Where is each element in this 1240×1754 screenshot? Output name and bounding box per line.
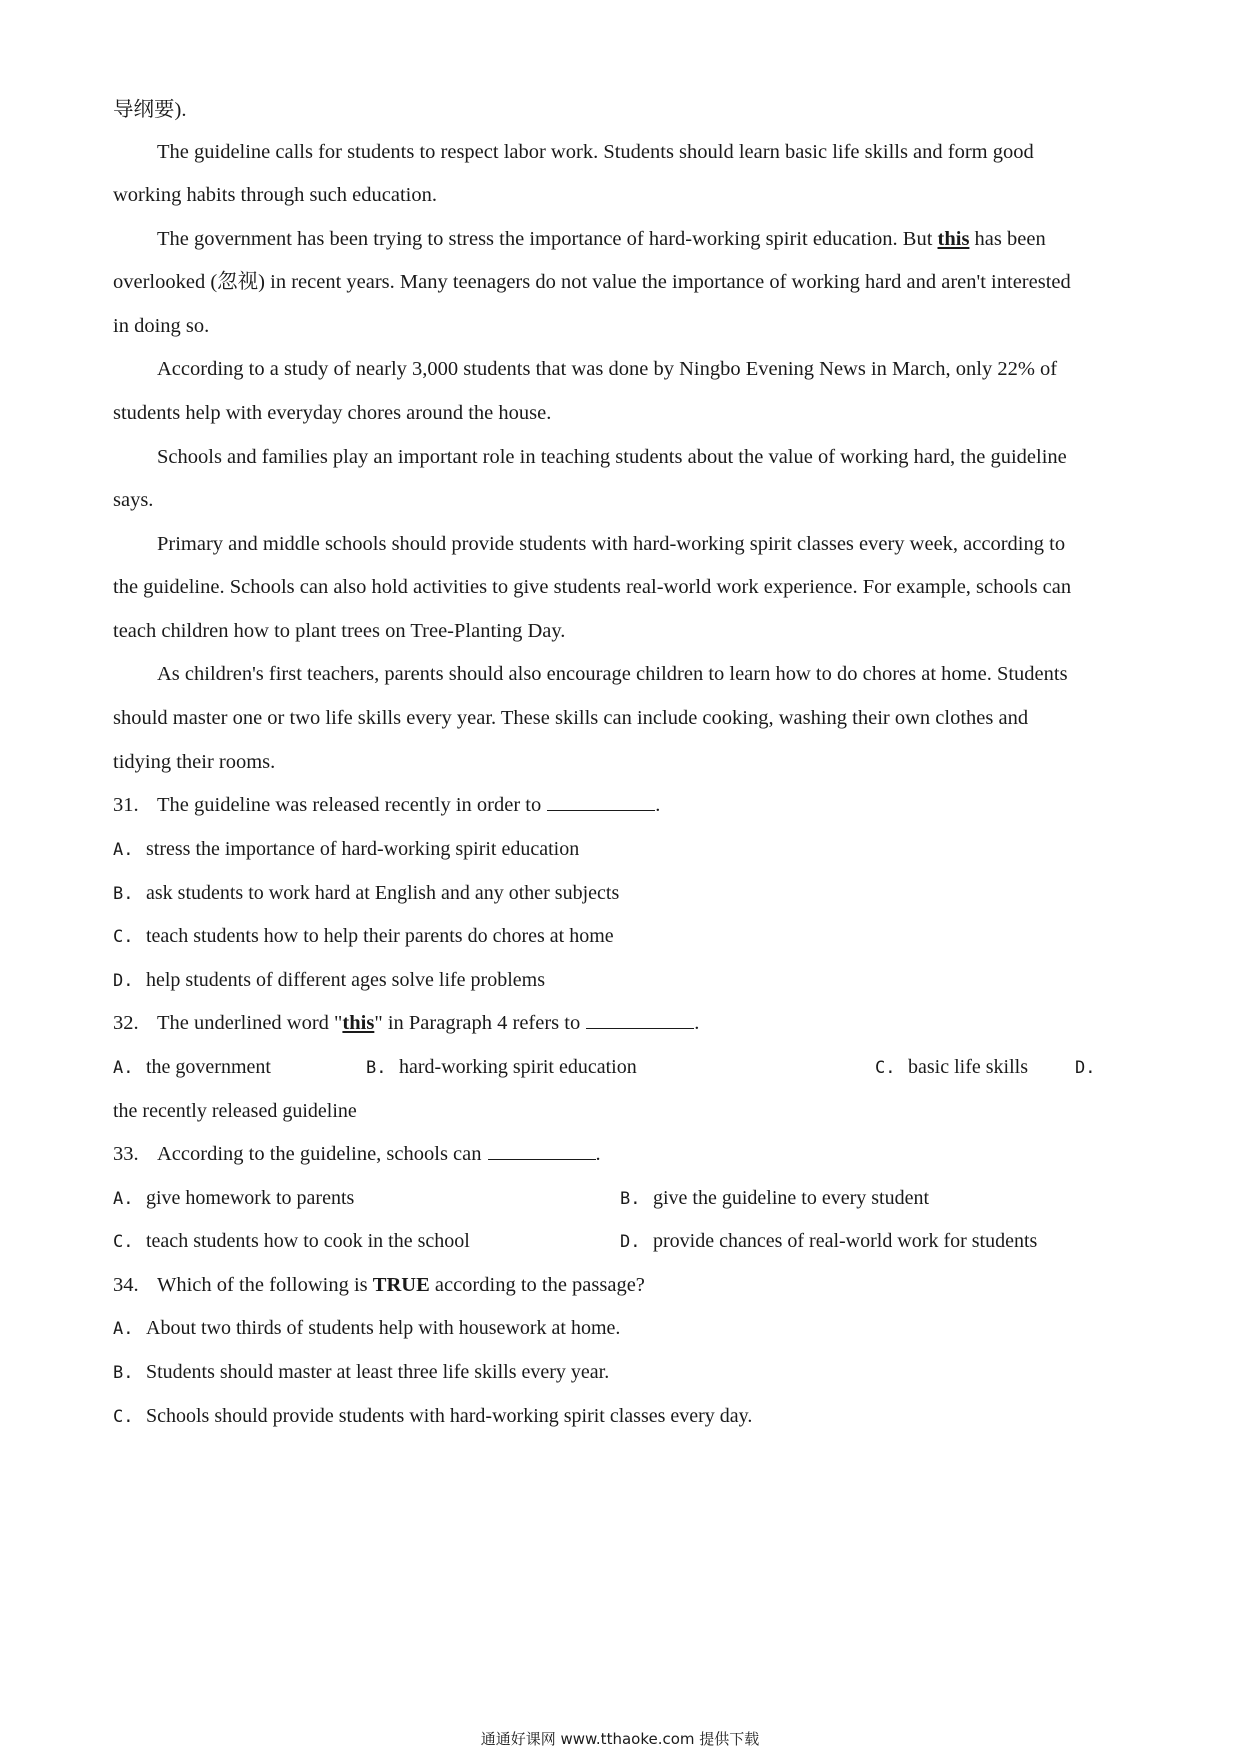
question-text: According to the guideline, schools can xyxy=(157,1143,482,1165)
question-number: 31. xyxy=(113,794,139,816)
passage-line: working habits through such education. xyxy=(113,184,437,206)
option-letter: C. xyxy=(113,1232,134,1252)
option-letter: A. xyxy=(113,1319,134,1339)
question-text: according to the passage? xyxy=(429,1274,645,1296)
passage-line: 导纲要). xyxy=(113,99,187,121)
passage-line: students help with everyday chores around the house. xyxy=(113,402,552,424)
passage-line: Primary and middle schools should provide students with hard-working spirit classes every week, according to xyxy=(157,533,1066,555)
passage-line: The guideline calls for students to respect labor work. Students should learn basic life skills and form good xyxy=(157,141,1034,163)
option-text: ask students to work hard at English and any other subjects xyxy=(146,882,620,904)
passage-text: The government has been trying to stress the importance of hard-working spirit education. But xyxy=(157,228,938,250)
option-text: the government xyxy=(146,1056,271,1078)
option-text: stress the importance of hard-working spirit education xyxy=(146,838,580,860)
passage-line: Schools and families play an important role in teaching students about the value of working hard, the guideline xyxy=(157,446,1067,468)
question-text: The guideline was released recently in order to xyxy=(157,794,542,816)
question-31-option-a xyxy=(113,835,579,864)
passage-line: teach children how to plant trees on Tree-Planting Day. xyxy=(113,620,566,642)
passage-text: has been xyxy=(969,228,1046,250)
question-end: . xyxy=(694,1012,700,1034)
emphasis-true: TRUE xyxy=(372,1274,430,1296)
option-text: About two thirds of students help with housework at home. xyxy=(146,1317,621,1339)
question-33-option-a xyxy=(113,1184,354,1213)
underlined-word-this: this xyxy=(937,228,970,250)
option-letter: B. xyxy=(366,1058,387,1078)
option-text: Students should master at least three life skills every year. xyxy=(146,1361,610,1383)
passage-line: According to a study of nearly 3,000 students that was done by Ningbo Evening News in March, only 22% of xyxy=(157,358,1058,380)
question-32-option-c xyxy=(875,1053,1028,1082)
option-letter: D. xyxy=(113,971,134,991)
question-33-option-b xyxy=(620,1184,929,1213)
passage-line xyxy=(157,225,1177,253)
option-text: give homework to parents xyxy=(146,1187,355,1209)
passage-line: says. xyxy=(113,489,154,511)
passage-line: tidying their rooms. xyxy=(113,751,276,773)
option-letter: A. xyxy=(113,1058,134,1078)
question-33-option-d xyxy=(620,1227,1037,1256)
option-letter: C. xyxy=(113,1407,134,1427)
question-end: . xyxy=(595,1143,601,1165)
question-34-option-a xyxy=(113,1314,620,1343)
question-32-option-b xyxy=(366,1053,637,1082)
question-number: 32. xyxy=(113,1012,139,1034)
question-31-option-d xyxy=(113,966,545,995)
passage-line: in doing so. xyxy=(113,315,210,337)
question-number: 34. xyxy=(113,1274,139,1296)
answer-blank xyxy=(586,1010,694,1029)
option-letter: D. xyxy=(1075,1058,1096,1078)
underlined-word-this: this xyxy=(342,1012,375,1034)
option-letter: A. xyxy=(113,840,134,860)
question-32-option-d-text: the recently released guideline xyxy=(113,1100,357,1122)
option-text: Schools should provide students with hard-working spirit classes every day. xyxy=(146,1405,753,1427)
question-33-stem xyxy=(113,1140,1133,1168)
passage-line: As children's first teachers, parents should also encourage children to learn how to do chores at home. Students xyxy=(157,663,1068,685)
question-32-stem xyxy=(113,1009,1133,1037)
passage-line: should master one or two life skills every year. These skills can include cooking, washing their own clothes and xyxy=(113,707,1029,729)
question-text: The underlined word " xyxy=(157,1012,343,1034)
option-letter: C. xyxy=(113,927,134,947)
question-31-option-c xyxy=(113,922,614,951)
answer-blank xyxy=(488,1141,596,1160)
question-number: 33. xyxy=(113,1143,139,1165)
question-34-option-b xyxy=(113,1358,609,1387)
option-letter: C. xyxy=(875,1058,896,1078)
option-text: teach students how to cook in the school xyxy=(146,1230,470,1252)
page-footer: 通通好课网 www.tthaoke.com 提供下载 xyxy=(480,1730,760,1748)
passage-line: overlooked (忽视) in recent years. Many teenagers do not value the importance of working hard and aren't interested xyxy=(113,271,1071,293)
question-34-stem xyxy=(113,1271,1133,1299)
option-text: hard-working spirit education xyxy=(399,1056,637,1078)
question-text: " in Paragraph 4 refers to xyxy=(374,1012,581,1034)
option-text: help students of different ages solve life problems xyxy=(146,969,545,991)
question-text: Which of the following is xyxy=(157,1274,373,1296)
answer-blank xyxy=(547,792,655,811)
passage-line: the guideline. Schools can also hold activities to give students real-world work experience. For example, schools can xyxy=(113,576,1072,598)
question-31-option-b xyxy=(113,879,619,908)
option-letter: B. xyxy=(113,1363,134,1383)
question-32-option-a xyxy=(113,1053,271,1082)
question-34-option-c xyxy=(113,1402,752,1431)
option-letter: B. xyxy=(620,1189,641,1209)
question-31-stem xyxy=(113,791,1133,819)
option-text: teach students how to help their parents do chores at home xyxy=(146,925,614,947)
option-text: provide chances of real-world work for students xyxy=(653,1230,1038,1252)
option-letter: B. xyxy=(113,884,134,904)
option-text: give the guideline to every student xyxy=(653,1187,930,1209)
question-32-option-d-letter xyxy=(1075,1053,1108,1082)
question-end: . xyxy=(655,794,661,816)
option-text: basic life skills xyxy=(908,1056,1028,1078)
option-letter: A. xyxy=(113,1189,134,1209)
option-letter: D. xyxy=(620,1232,641,1252)
question-33-option-c xyxy=(113,1227,470,1256)
